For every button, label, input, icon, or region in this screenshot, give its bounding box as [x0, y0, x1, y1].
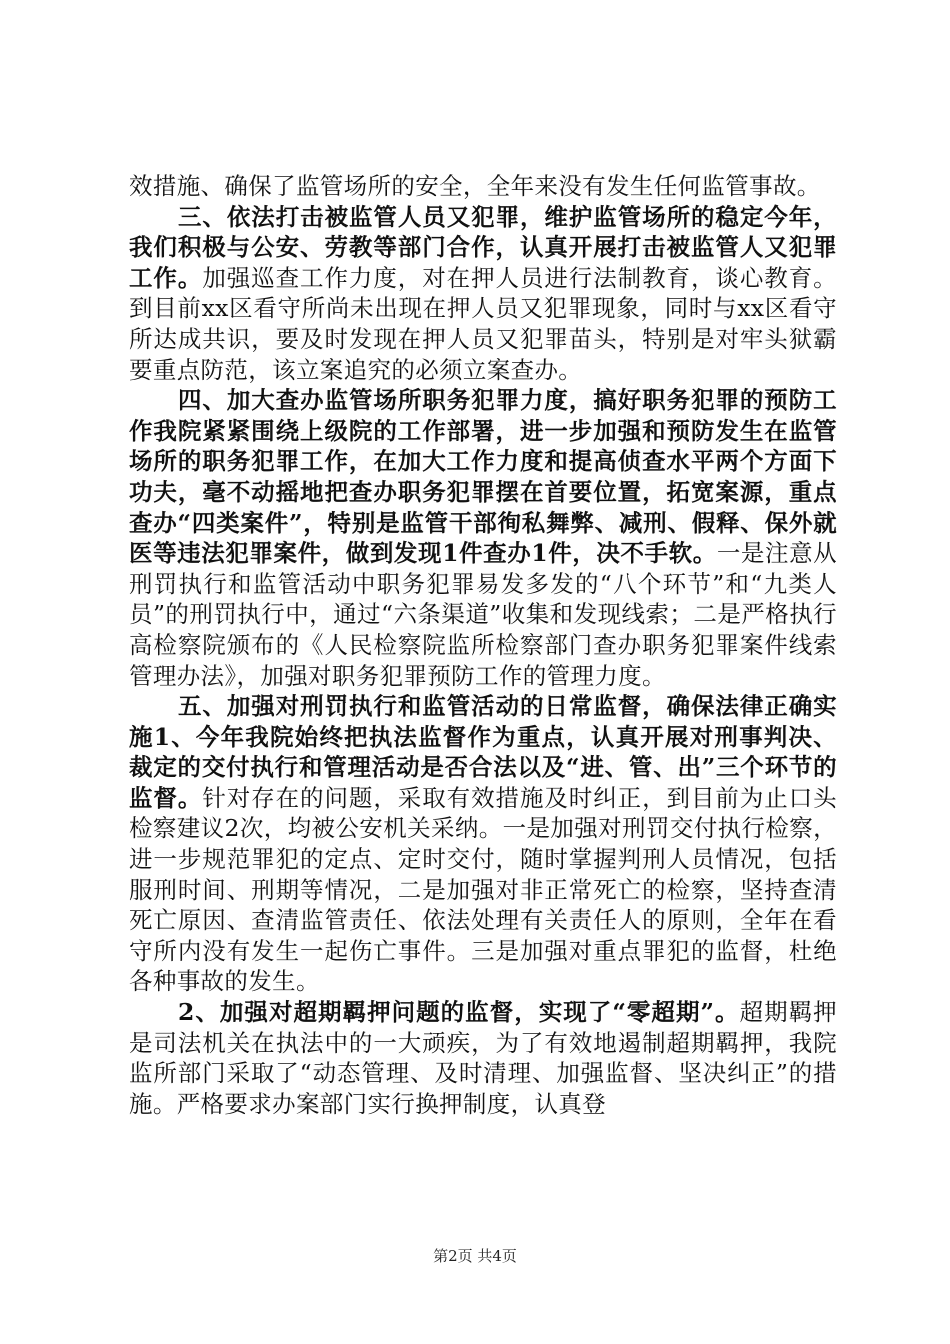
paragraph-subsection-2 — [129, 997, 837, 1119]
paragraph-text: 一是注意从刑罚执行和监管活动中职务犯罪易发多发的“八个环节”和“九类人员”的刑罚执行中，通过“六条渠道”收集和发现线索；二是严格执行高检察院颁布的《人民检察院监所检察部门查办职务犯罪案件线索管理办法》，加强对职务犯罪预防工作的管理力度。 — [129, 539, 837, 690]
paragraph-text: 效措施、确保了监管场所的安全，全年来没有发生任何监管事故。 — [129, 172, 821, 200]
section-heading: 三、依法打击被监管人员又犯罪，维护监管场所的稳定今年，我们积极与公安、劳教等部门合作，认真开展打击被监管人又犯罪工作。 — [129, 202, 837, 292]
section-heading: 四、加大查办监管场所职务犯罪力度，搞好职务犯罪的预防工作我院紧紧围绕上级院的工作部署，进一步加强和预防发生在监管场所的职务犯罪工作，在加大工作力度和提高侦查水平两个方面下功夫，毫不动摇地把查办职务犯罪摆在首要位置，拓宽案源，重点查办“四类案件”，特别是监管干部徇私舞弊、减刑、假释、保外就医等违法犯罪案件，做到发现1件查办1件，决不手软。 — [129, 386, 837, 568]
page-number-label: 第2页 共4页 — [433, 1247, 517, 1265]
document-body — [129, 171, 837, 1119]
paragraph-section-3 — [129, 202, 837, 386]
section-heading: 2、加强对超期羁押问题的监督，实现了“零超期”。 — [178, 998, 740, 1027]
page-footer — [0, 1245, 950, 1266]
paragraph-section-4 — [129, 385, 837, 691]
paragraph-text: 针对存在的问题，采取有效措施及时纠正，到目前为止口头检察建议2次，均被公安机关采纳。一是加强对刑罚交付执行检察，进一步规范罪犯的定点、定时交付，随时掌握判刑人员情况，包括服刑时间、刑期等情况，二是加强对非正常死亡的检察，坚持查清死亡原因、查清监管责任、依法处理有关责任人的原则，全年在看守所内没有发生一起伤亡事件。三是加强对重点罪犯的监督，杜绝各种事故的发生。 — [129, 783, 837, 996]
paragraph-text: 加强巡查工作力度，对在押人员进行法制教育，谈心教育。到目前xx区看守所尚未出现在押人员又犯罪现象，同时与xx区看守所达成共识，要及时发现在押人员又犯罪苗头，特别是对牢头狱霸要重点防范，该立案追究的必须立案查办。 — [129, 263, 837, 384]
paragraph-continuation — [129, 171, 837, 202]
section-heading: 五、加强对刑罚执行和监管活动的日常监督，确保法律正确实施1、今年我院始终把执法监督作为重点，认真开展对刑事判决、裁定的交付执行和管理活动是否合法以及“进、管、出”三个环节的监督。 — [129, 692, 837, 812]
paragraph-text: 超期羁押是司法机关在执法中的一大顽疾，为了有效地遏制超期羁押，我院监所部门采取了“动态管理、及时清理、加强监督、坚决纠正”的措施。严格要求办案部门实行换押制度，认真登 — [129, 998, 837, 1118]
paragraph-section-5 — [129, 691, 837, 997]
